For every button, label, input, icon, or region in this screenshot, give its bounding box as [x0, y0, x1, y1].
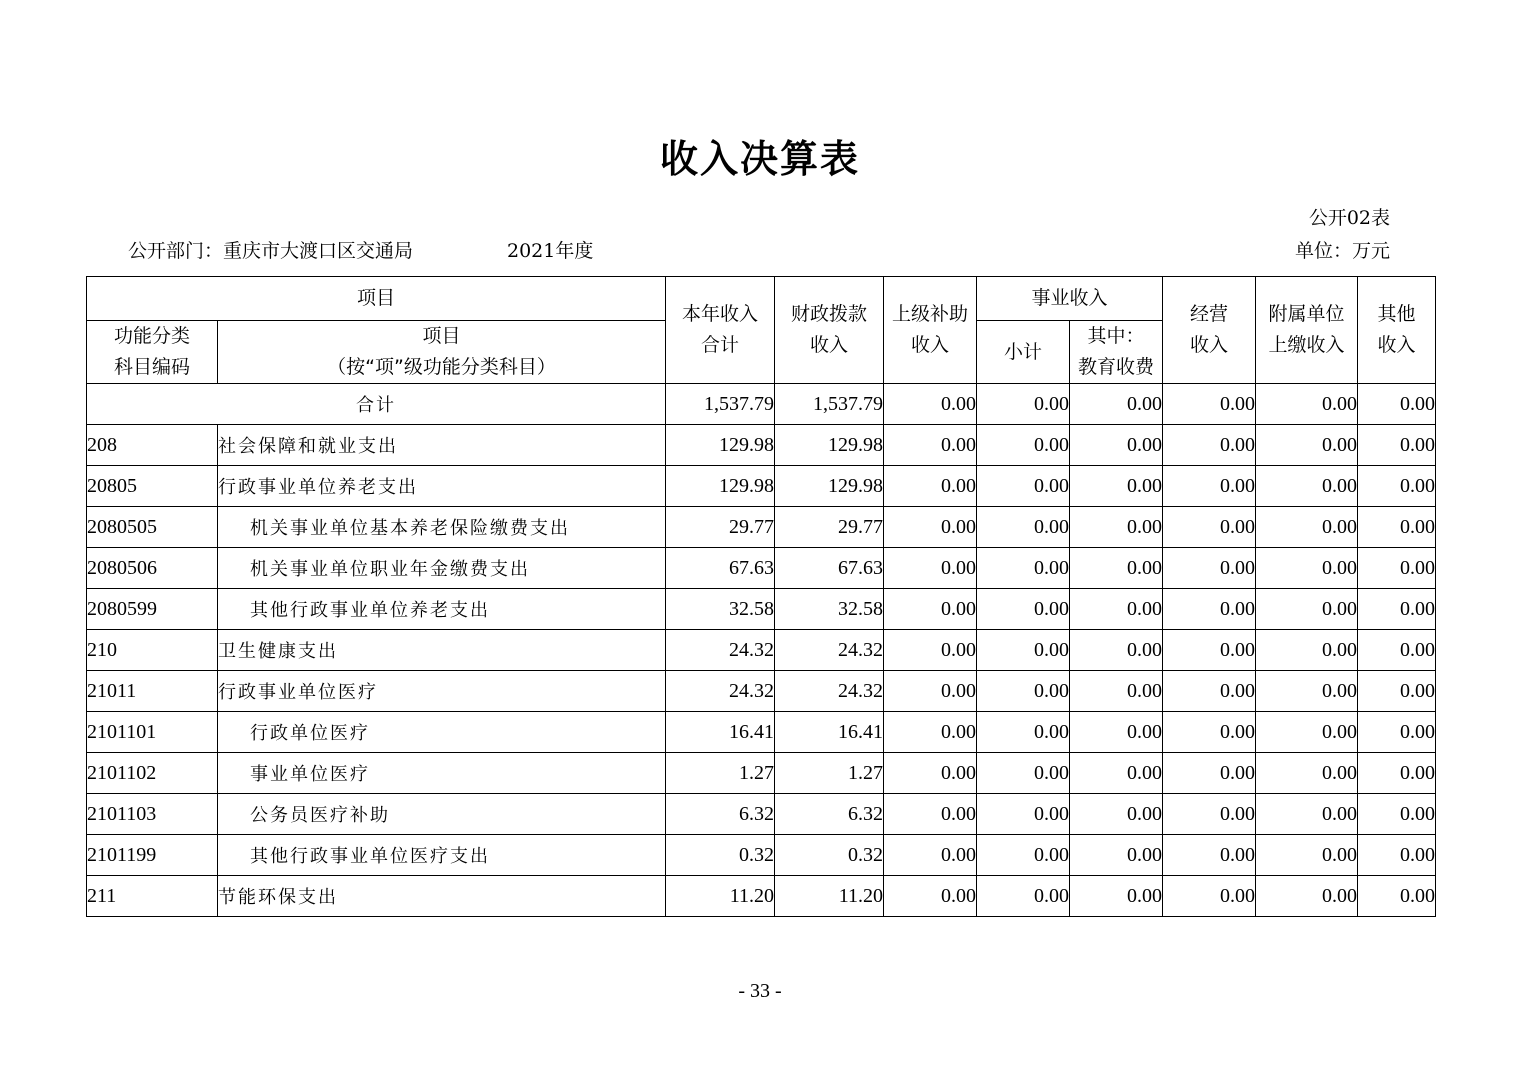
cell-other: 0.00 — [1358, 753, 1436, 794]
header-operating — [1163, 277, 1256, 384]
cell-other: 0.00 — [1358, 384, 1436, 425]
cell-code: 2101103 — [87, 794, 218, 835]
cell-code: 20805 — [87, 466, 218, 507]
header-line: 上缴收入 — [1268, 334, 1345, 356]
cell-education-fees: 0.00 — [1070, 794, 1163, 835]
cell-superior-subsidy: 0.00 — [884, 835, 977, 876]
cell-superior-subsidy: 0.00 — [884, 671, 977, 712]
cell-subtotal: 0.00 — [977, 671, 1070, 712]
cell-subtotal: 0.00 — [977, 630, 1070, 671]
cell-total-income: 24.32 — [666, 630, 775, 671]
cell-total-income: 0.32 — [666, 835, 775, 876]
fiscal-year: 2021年度 — [507, 240, 594, 262]
cell-subtotal: 0.00 — [977, 589, 1070, 630]
cell-other: 0.00 — [1358, 876, 1436, 917]
table-row — [87, 589, 1436, 630]
cell-fiscal: 67.63 — [775, 548, 884, 589]
cell-fiscal: 32.58 — [775, 589, 884, 630]
cell-education-fees: 0.00 — [1070, 589, 1163, 630]
table-row — [87, 548, 1436, 589]
cell-code: 2080599 — [87, 589, 218, 630]
header-line: （按“项”级功能分类科目） — [327, 356, 556, 378]
cell-subtotal: 0.00 — [977, 507, 1070, 548]
table-row — [87, 712, 1436, 753]
cell-subtotal: 0.00 — [977, 753, 1070, 794]
cell-total-income: 11.20 — [666, 876, 775, 917]
header-func-code — [87, 321, 218, 384]
cell-education-fees: 0.00 — [1070, 548, 1163, 589]
cell-affiliated: 0.00 — [1256, 589, 1358, 630]
cell-subtotal: 0.00 — [977, 876, 1070, 917]
cell-subtotal: 0.00 — [977, 466, 1070, 507]
cell-operating: 0.00 — [1163, 589, 1256, 630]
cell-name: 其他行政事业单位养老支出 — [218, 589, 666, 630]
cell-affiliated: 0.00 — [1256, 794, 1358, 835]
cell-operating: 0.00 — [1163, 712, 1256, 753]
cell-affiliated: 0.00 — [1256, 671, 1358, 712]
header-superior-subsidy — [884, 277, 977, 384]
cell-fiscal: 29.77 — [775, 507, 884, 548]
total-row — [87, 384, 1436, 425]
header-fiscal — [775, 277, 884, 384]
cell-name: 其他行政事业单位医疗支出 — [218, 835, 666, 876]
cell-total-income: 129.98 — [666, 425, 775, 466]
cell-education-fees: 0.00 — [1070, 671, 1163, 712]
cell-superior-subsidy: 0.00 — [884, 589, 977, 630]
cell-subtotal: 0.00 — [977, 835, 1070, 876]
table-row — [87, 835, 1436, 876]
cell-affiliated: 0.00 — [1256, 466, 1358, 507]
cell-operating: 0.00 — [1163, 876, 1256, 917]
header-line: 财政拨款 — [791, 303, 868, 325]
table-row — [87, 876, 1436, 917]
cell-operating: 0.00 — [1163, 753, 1256, 794]
cell-affiliated: 0.00 — [1256, 753, 1358, 794]
cell-name: 机关事业单位职业年金缴费支出 — [218, 548, 666, 589]
cell-name: 节能环保支出 — [218, 876, 666, 917]
cell-education-fees: 0.00 — [1070, 630, 1163, 671]
table-header — [87, 277, 1436, 384]
cell-name: 公务员医疗补助 — [218, 794, 666, 835]
cell-code: 2101102 — [87, 753, 218, 794]
cell-superior-subsidy: 0.00 — [884, 507, 977, 548]
cell-total-income: 1.27 — [666, 753, 775, 794]
header-line: 合计 — [701, 334, 740, 356]
table-row — [87, 630, 1436, 671]
header-line: 科目编码 — [113, 356, 190, 378]
cell-operating: 0.00 — [1163, 835, 1256, 876]
cell-name: 卫生健康支出 — [218, 630, 666, 671]
cell-name: 机关事业单位基本养老保险缴费支出 — [218, 507, 666, 548]
cell-code: 210 — [87, 630, 218, 671]
cell-affiliated: 0.00 — [1256, 384, 1358, 425]
table-row — [87, 753, 1436, 794]
cell-affiliated: 0.00 — [1256, 876, 1358, 917]
cell-code: 2101199 — [87, 835, 218, 876]
table-row — [87, 425, 1436, 466]
table-body — [87, 384, 1436, 917]
cell-fiscal: 16.41 — [775, 712, 884, 753]
page-number: - 33 - — [738, 980, 782, 1002]
cell-education-fees: 0.00 — [1070, 384, 1163, 425]
header-other — [1358, 277, 1436, 384]
cell-operating: 0.00 — [1163, 671, 1256, 712]
cell-affiliated: 0.00 — [1256, 835, 1358, 876]
header-line: 附属单位 — [1268, 303, 1345, 325]
table-row — [87, 794, 1436, 835]
cell-superior-subsidy: 0.00 — [884, 548, 977, 589]
cell-other: 0.00 — [1358, 425, 1436, 466]
cell-name: 社会保障和就业支出 — [218, 425, 666, 466]
cell-superior-subsidy: 0.00 — [884, 425, 977, 466]
cell-code: 211 — [87, 876, 218, 917]
cell-total-income: 129.98 — [666, 466, 775, 507]
header-business-income: 事业收入 — [977, 277, 1163, 321]
cell-total-income: 24.32 — [666, 671, 775, 712]
header-line: 本年收入 — [682, 303, 759, 325]
cell-other: 0.00 — [1358, 630, 1436, 671]
cell-other: 0.00 — [1358, 589, 1436, 630]
header-line: 经营 — [1190, 303, 1229, 325]
cell-fiscal: 24.32 — [775, 671, 884, 712]
cell-operating: 0.00 — [1163, 425, 1256, 466]
cell-fiscal: 0.32 — [775, 835, 884, 876]
header-line: 其中： — [1087, 325, 1145, 347]
cell-operating: 0.00 — [1163, 630, 1256, 671]
header-total-income — [666, 277, 775, 384]
header-line: 上级补助 — [892, 303, 969, 325]
cell-code: 2080506 — [87, 548, 218, 589]
cell-total-income: 1,537.79 — [666, 384, 775, 425]
page-title: 收入决算表 — [659, 137, 860, 181]
cell-fiscal: 1.27 — [775, 753, 884, 794]
cell-fiscal: 129.98 — [775, 425, 884, 466]
cell-superior-subsidy: 0.00 — [884, 712, 977, 753]
table-row — [87, 507, 1436, 548]
cell-code: 2080505 — [87, 507, 218, 548]
total-label: 合计 — [87, 384, 666, 425]
cell-name: 行政单位医疗 — [218, 712, 666, 753]
cell-operating: 0.00 — [1163, 548, 1256, 589]
cell-subtotal: 0.00 — [977, 712, 1070, 753]
cell-affiliated: 0.00 — [1256, 425, 1358, 466]
header-item — [218, 321, 666, 384]
table-row — [87, 671, 1436, 712]
cell-other: 0.00 — [1358, 548, 1436, 589]
cell-fiscal: 1,537.79 — [775, 384, 884, 425]
cell-superior-subsidy: 0.00 — [884, 630, 977, 671]
cell-education-fees: 0.00 — [1070, 712, 1163, 753]
header-affiliated — [1256, 277, 1358, 384]
header-line: 其他 — [1377, 303, 1416, 325]
cell-superior-subsidy: 0.00 — [884, 466, 977, 507]
header-subtotal: 小计 — [977, 321, 1070, 384]
cell-operating: 0.00 — [1163, 507, 1256, 548]
header-line: 收入 — [1377, 334, 1416, 356]
cell-superior-subsidy: 0.00 — [884, 794, 977, 835]
cell-name: 事业单位医疗 — [218, 753, 666, 794]
cell-subtotal: 0.00 — [977, 794, 1070, 835]
cell-education-fees: 0.00 — [1070, 876, 1163, 917]
cell-fiscal: 6.32 — [775, 794, 884, 835]
department-label: 公开部门：重庆市大渡口区交通局 — [128, 240, 414, 262]
unit-label: 单位：万元 — [1294, 240, 1390, 262]
cell-education-fees: 0.00 — [1070, 466, 1163, 507]
cell-superior-subsidy: 0.00 — [884, 753, 977, 794]
cell-name: 行政事业单位医疗 — [218, 671, 666, 712]
header-line: 教育收费 — [1078, 356, 1155, 378]
cell-name: 行政事业单位养老支出 — [218, 466, 666, 507]
cell-operating: 0.00 — [1163, 466, 1256, 507]
cell-affiliated: 0.00 — [1256, 507, 1358, 548]
header-line: 收入 — [810, 334, 849, 356]
cell-affiliated: 0.00 — [1256, 548, 1358, 589]
cell-total-income: 6.32 — [666, 794, 775, 835]
cell-other: 0.00 — [1358, 835, 1436, 876]
header-line: 收入 — [1190, 334, 1229, 356]
cell-other: 0.00 — [1358, 466, 1436, 507]
cell-operating: 0.00 — [1163, 384, 1256, 425]
cell-code: 208 — [87, 425, 218, 466]
cell-affiliated: 0.00 — [1256, 630, 1358, 671]
cell-fiscal: 11.20 — [775, 876, 884, 917]
cell-fiscal: 129.98 — [775, 466, 884, 507]
cell-superior-subsidy: 0.00 — [884, 384, 977, 425]
cell-fiscal: 24.32 — [775, 630, 884, 671]
cell-total-income: 67.63 — [666, 548, 775, 589]
cell-subtotal: 0.00 — [977, 548, 1070, 589]
cell-other: 0.00 — [1358, 671, 1436, 712]
cell-education-fees: 0.00 — [1070, 753, 1163, 794]
cell-education-fees: 0.00 — [1070, 425, 1163, 466]
cell-code: 2101101 — [87, 712, 218, 753]
cell-operating: 0.00 — [1163, 794, 1256, 835]
table-row — [87, 466, 1436, 507]
form-number: 公开02表 — [1308, 207, 1390, 229]
cell-other: 0.00 — [1358, 794, 1436, 835]
cell-subtotal: 0.00 — [977, 425, 1070, 466]
header-line: 收入 — [911, 334, 950, 356]
cell-education-fees: 0.00 — [1070, 835, 1163, 876]
header-item-group: 项目 — [87, 277, 666, 321]
cell-other: 0.00 — [1358, 507, 1436, 548]
income-table — [86, 276, 1436, 917]
cell-superior-subsidy: 0.00 — [884, 876, 977, 917]
cell-subtotal: 0.00 — [977, 384, 1070, 425]
cell-code: 21011 — [87, 671, 218, 712]
header-line: 项目 — [422, 325, 461, 347]
header-line: 功能分类 — [113, 325, 190, 347]
header-education-fees — [1070, 321, 1163, 384]
cell-other: 0.00 — [1358, 712, 1436, 753]
cell-education-fees: 0.00 — [1070, 507, 1163, 548]
cell-total-income: 32.58 — [666, 589, 775, 630]
cell-total-income: 29.77 — [666, 507, 775, 548]
cell-total-income: 16.41 — [666, 712, 775, 753]
cell-affiliated: 0.00 — [1256, 712, 1358, 753]
